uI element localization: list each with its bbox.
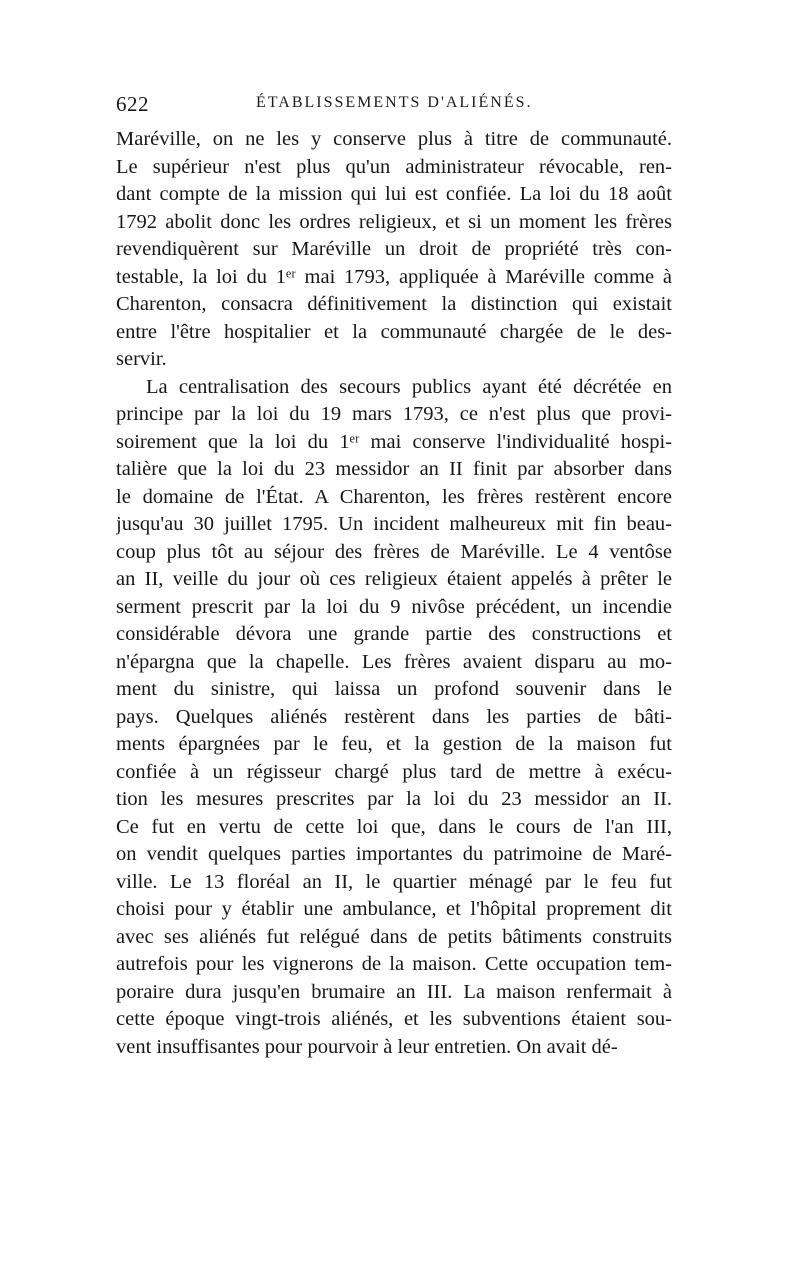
text-line: le domaine de l'État. A Charenton, les frères restèrent encore bbox=[116, 485, 672, 508]
text-line: vent insuffisantes pour pourvoir à leur entretien. On avait dé- bbox=[116, 1035, 618, 1058]
text-line: testable, la loi du 1ᵉʳ mai 1793, appliquée à Maréville comme à bbox=[116, 265, 672, 288]
text-line: on vendit quelques parties importantes du patrimoine de Maré- bbox=[116, 843, 672, 865]
text-line: jusqu'au 30 juillet 1795. Un incident malheureux mit fin beau- bbox=[116, 513, 672, 535]
paragraph-end-line: servir. bbox=[116, 348, 167, 370]
text-line: autrefois pour les vignerons de la maison. Cette occupation tem- bbox=[116, 953, 672, 975]
text-line: serment prescrit par la loi du 9 nivôse précédent, un incendie bbox=[116, 595, 672, 618]
running-title: ÉTABLISSEMENTS D'ALIÉNÉS. bbox=[256, 94, 533, 111]
text-line: 1792 abolit donc les ordres religieux, et si un moment les frères bbox=[116, 210, 672, 233]
text-line: Charenton, consacra définitivement la distinction qui existait bbox=[116, 293, 672, 315]
text-line: dant compte de la mission qui lui est confiée. La loi du 18 août bbox=[116, 183, 672, 205]
text-line: principe par la loi du 19 mars 1793, ce n'est plus que provi- bbox=[116, 403, 672, 425]
body-text bbox=[116, 126, 672, 1061]
text-line: confiée à un régisseur chargé plus tard de mettre à exécu- bbox=[116, 760, 672, 783]
text-line: pays. Quelques aliénés restèrent dans les parties de bâti- bbox=[116, 705, 672, 728]
text-line: ments épargnées par le feu, et la gestion de la maison fut bbox=[116, 733, 672, 755]
text-line: Ce fut en vertu de cette loi que, dans le cours de l'an III, bbox=[116, 815, 672, 838]
text-line: choisi pour y établir une ambulance, et l'hôpital proprement dit bbox=[116, 898, 672, 920]
text-line: ment du sinistre, qui laissa un profond souvenir dans le bbox=[116, 678, 672, 700]
text-line: coup plus tôt au séjour des frères de Maréville. Le 4 ventôse bbox=[116, 540, 672, 563]
text-line: an II, veille du jour où ces religieux étaient appelés à prêter le bbox=[116, 568, 672, 590]
page-header bbox=[116, 92, 672, 122]
text-line: n'épargna que la chapelle. Les frères avaient disparu au mo- bbox=[116, 650, 672, 673]
text-line: tion les mesures prescrites par la loi du 23 messidor an II. bbox=[116, 788, 672, 810]
text-line: Maréville, on ne les y conserve plus à titre de communauté. bbox=[116, 128, 672, 150]
text-line: considérable dévora une grande partie des constructions et bbox=[116, 623, 672, 645]
text-line: avec ses aliénés fut relégué dans de petits bâtiments construits bbox=[116, 925, 672, 948]
text-line: talière que la loi du 23 messidor an II finit par absorber dans bbox=[116, 458, 672, 480]
text-line: cette époque vingt-trois aliénés, et les subventions étaient sou- bbox=[116, 1008, 672, 1030]
page-number: 622 bbox=[116, 92, 149, 116]
text-line: revendiquèrent sur Maréville un droit de propriété très con- bbox=[116, 238, 672, 260]
text-line: ville. Le 13 floréal an II, le quartier ménagé par le feu fut bbox=[116, 870, 672, 893]
text-line: Le supérieur n'est plus qu'un administrateur révocable, ren- bbox=[116, 155, 672, 178]
text-line: soirement que la loi du 1ᵉʳ mai conserve l'individualité hospi- bbox=[116, 430, 672, 453]
text-line: entre l'être hospitalier et la communauté chargée de le des- bbox=[116, 320, 672, 343]
text-line: poraire dura jusqu'en brumaire an III. La maison renfermait à bbox=[116, 980, 672, 1003]
paragraph-start-line: La centralisation des secours publics ayant été décrétée en bbox=[146, 375, 672, 398]
